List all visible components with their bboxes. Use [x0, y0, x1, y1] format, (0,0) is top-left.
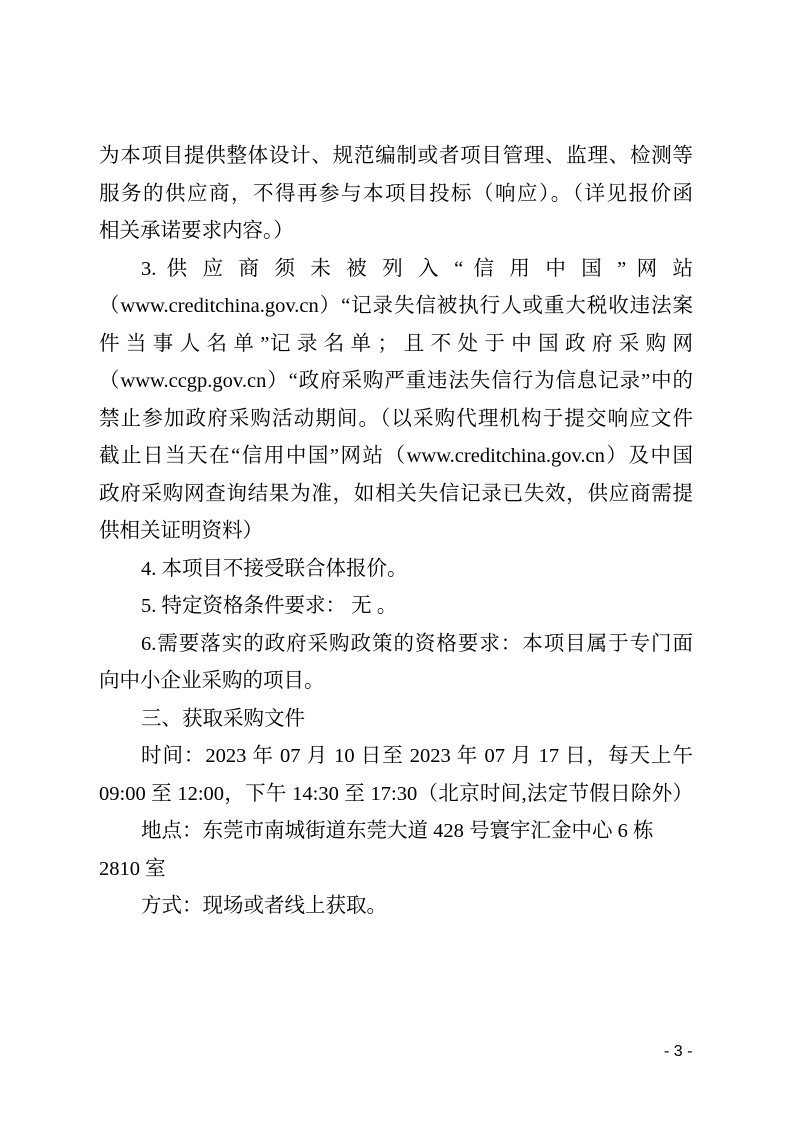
text-line: 地点：东莞市南城街道东莞大道 428 号寰宇汇金中心 6 栋 [141, 820, 654, 842]
text-line: 方式：现场或者线上获取。 [141, 895, 387, 917]
text-line: （www.ccgp.gov.cn）“政府采购严重违法失信行为信息记录”中的 [99, 370, 693, 392]
page-number: - 3 - [664, 1043, 693, 1060]
document-body [99, 138, 693, 926]
text-line: 时间：2023 年 07 月 10 日至 2023 年 07 月 17 日，每天上午 [141, 745, 693, 767]
text-line: 09:00 至 12:00，下午 14:30 至 17:30（北京时间,法定节假日除外） [99, 782, 693, 805]
text-line: 截止日当天在“信用中国”网站（www.creditchina.gov.cn）及中国 [99, 445, 693, 467]
section-heading: 三、获取采购文件 [141, 707, 305, 730]
text-line: 相关承诺要求内容。） [99, 220, 294, 242]
text-line: 供相关证明资料） [99, 520, 263, 542]
text-line: 为本项目提供整体设计、规范编制或者项目管理、监理、检测等 [99, 145, 693, 167]
text-line: 3. 供 应 商 须 未 被 列 入 “ 信 用 中 国 ” 网 站 [141, 257, 693, 280]
text-line: 6.需要落实的政府采购政策的资格要求：本项目属于专门面 [141, 632, 693, 655]
text-line: （www.creditchina.gov.cn）“记录失信被执行人或重大税收违法案 [99, 295, 693, 317]
text-line: 禁止参加政府采购活动期间。（以采购代理机构于提交响应文件 [99, 407, 693, 430]
text-line: 向中小企业采购的项目。 [99, 670, 325, 692]
text-line: 服务的供应商，不得再参与本项目投标（响应）。（详见报价函 [99, 182, 693, 205]
text-line: 2810 室 [99, 857, 166, 880]
text-line: 4. 本项目不接受联合体报价。 [141, 557, 408, 580]
text-line: 5. 特定资格条件要求： 无 。 [141, 595, 398, 617]
text-line: 件 当 事 人 名 单 ”记 录 名 单 ； 且 不 处 于 中 国 政 府 采 购 网 [99, 332, 693, 355]
text-line: 政府采购网查询结果为准，如相关失信记录已失效，供应商需提 [99, 482, 693, 505]
